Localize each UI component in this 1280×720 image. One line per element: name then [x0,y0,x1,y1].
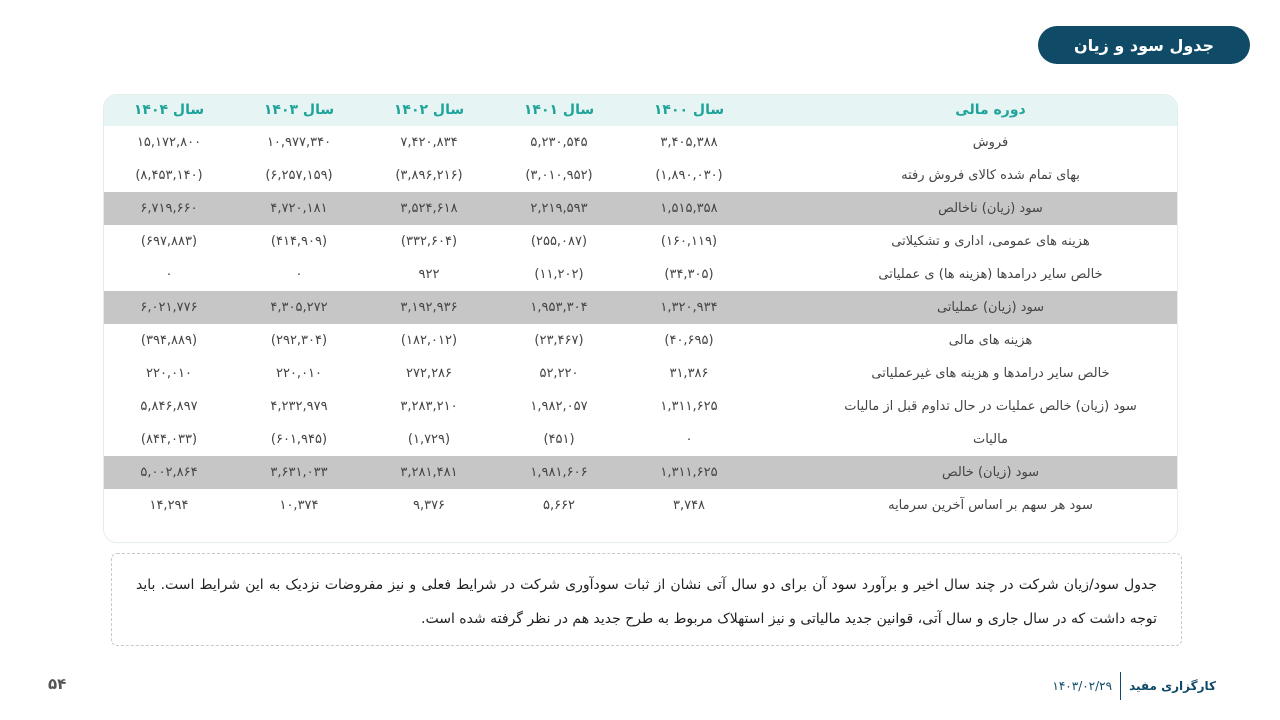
cell-year-1404: ۲۲۰,۰۱۰ [145,366,193,381]
row-label: خالص سایر درامدها و هزینه های غیرعملیاتی [871,366,1110,381]
cell-year-1403: ۲۲۰,۰۱۰ [275,366,323,381]
table-row [104,159,1177,192]
table-row [104,192,1177,225]
row-label: سود (زیان) خالص عملیات در حال تداوم قبل از مالیات [844,399,1137,414]
cell-year-1401: ۵,۲۳۰,۵۴۵ [530,135,588,150]
cell-year-1403: ۴,۷۲۰,۱۸۱ [270,201,328,216]
page-number: ۵۴ [48,675,67,693]
table-row [104,126,1177,159]
cell-year-1404: ۰ [165,267,173,282]
cell-year-1402: ۷,۴۲۰,۸۳۴ [400,135,458,150]
table-row [104,357,1177,390]
cell-year-1403: ۳,۶۳۱,۰۳۳ [270,465,328,480]
analysis-note: جدول سود/زیان شرکت در چند سال اخیر و برآورد سود آن برای دو سال آتی نشان از ثبات سودآوری شرکت در شرایط فعلی و نیز مفروضات نزدیک به این شرایط است. باید توجه داشت که در سال جاری و سال آتی، قوانین جدید مالیاتی و نیز استهلاک مربوط به طرح جدید هم در نظر گرفته شده است. [111,553,1182,646]
header-year-1402: سال ۱۴۰۲ [393,102,465,118]
table-row [104,225,1177,258]
cell-year-1401: (۲۳,۴۶۷) [534,333,584,348]
table-row [104,423,1177,456]
row-label: سود (زیان) خالص [941,465,1040,480]
brand-name: کارگزاری مفید [1129,679,1216,693]
cell-year-1400: (۴۰,۶۹۵) [664,333,714,348]
cell-year-1401: (۲۵۵,۰۸۷) [530,234,588,249]
table-header-row [104,95,1177,126]
row-label: سود هر سهم بر اساس آخرین سرمایه [888,498,1093,513]
cell-year-1402: ۲۷۲,۲۸۶ [405,366,453,381]
cell-year-1402: (۱,۷۲۹) [407,432,451,447]
income-statement-table [103,94,1178,543]
row-label: مالیات [972,432,1008,447]
cell-year-1401: ۱,۹۵۳,۳۰۴ [530,300,588,315]
table-row [104,291,1177,324]
cell-year-1401: ۲,۲۱۹,۵۹۳ [530,201,588,216]
table-row [104,489,1177,522]
row-label: سود (زیان) عملیاتی [936,300,1045,315]
cell-year-1404: (۶۹۷,۸۸۳) [140,234,198,249]
row-label: بهای تمام شده کالای فروش رفته [901,168,1080,183]
cell-year-1400: ۱,۳۲۰,۹۳۴ [660,300,718,315]
footer [1052,672,1216,700]
cell-year-1401: ۱,۹۸۲,۰۵۷ [530,399,588,414]
cell-year-1404: ۱۵,۱۷۲,۸۰۰ [136,135,202,150]
header-year-1400: سال ۱۴۰۰ [653,102,725,118]
cell-year-1404: ۱۴,۲۹۴ [149,498,189,513]
cell-year-1403: (۲۹۲,۳۰۴) [270,333,328,348]
footer-date: ۱۴۰۳/۰۲/۲۹ [1052,679,1113,693]
footer-divider [1120,672,1121,700]
row-label: هزینه های عمومی، اداری و تشکیلاتی [891,234,1090,249]
cell-year-1400: ۳,۴۰۵,۳۸۸ [660,135,718,150]
cell-year-1400: ۱,۳۱۱,۶۲۵ [660,399,718,414]
cell-year-1401: (۳,۰۱۰,۹۵۲) [525,168,593,183]
cell-year-1400: ۰ [685,432,693,447]
row-label: هزینه های مالی [948,333,1033,348]
row-label: فروش [972,135,1009,150]
cell-year-1404: (۸۴۴,۰۳۳) [140,432,198,447]
cell-year-1404: ۶,۰۲۱,۷۷۶ [140,300,198,315]
cell-year-1401: ۵,۶۶۲ [542,498,576,513]
cell-year-1402: ۳,۱۹۲,۹۳۶ [400,300,458,315]
cell-year-1403: (۴۱۴,۹۰۹) [270,234,328,249]
row-label: خالص سایر درامدها (هزینه ها) ی عملیاتی [878,267,1103,282]
cell-year-1400: ۱,۳۱۱,۶۲۵ [660,465,718,480]
cell-year-1403: ۱۰,۹۷۷,۳۴۰ [266,135,332,150]
header-year-1403: سال ۱۴۰۳ [263,102,335,118]
table-row [104,258,1177,291]
cell-year-1400: ۱,۵۱۵,۳۵۸ [660,201,718,216]
cell-year-1403: (۶,۲۵۷,۱۵۹) [265,168,333,183]
cell-year-1404: (۸,۴۵۳,۱۴۰) [135,168,203,183]
header-year-1401: سال ۱۴۰۱ [523,102,595,118]
cell-year-1402: (۱۸۲,۰۱۲) [400,333,458,348]
header-year-1404: سال ۱۴۰۴ [133,102,205,118]
cell-year-1402: (۳,۸۹۶,۲۱۶) [395,168,463,183]
cell-year-1403: (۶۰۱,۹۴۵) [270,432,328,447]
cell-year-1400: (۱,۸۹۰,۰۳۰) [655,168,723,183]
cell-year-1400: ۳,۷۴۸ [672,498,706,513]
cell-year-1402: (۳۳۲,۶۰۴) [400,234,458,249]
cell-year-1403: ۰ [295,267,303,282]
cell-year-1404: ۵,۸۴۶,۸۹۷ [140,399,198,414]
table-row [104,456,1177,489]
page-title: جدول سود و زیان [1038,26,1250,64]
cell-year-1402: ۹۲۲ [418,267,440,282]
table-row [104,390,1177,423]
cell-year-1402: ۳,۲۸۱,۴۸۱ [400,465,458,480]
cell-year-1404: ۶,۷۱۹,۶۶۰ [140,201,198,216]
cell-year-1404: ۵,۰۰۲,۸۶۴ [140,465,198,480]
cell-year-1401: ۵۲,۲۲۰ [539,366,579,381]
cell-year-1402: ۹,۳۷۶ [412,498,446,513]
cell-year-1400: (۱۶۰,۱۱۹) [660,234,718,249]
cell-year-1400: ۳۱,۳۸۶ [669,366,709,381]
cell-year-1404: (۳۹۴,۸۸۹) [140,333,198,348]
cell-year-1400: (۳۴,۳۰۵) [664,267,714,282]
cell-year-1403: ۴,۲۳۲,۹۷۹ [270,399,328,414]
cell-year-1401: ۱,۹۸۱,۶۰۶ [530,465,588,480]
row-label: سود (زیان) ناخالص [938,201,1043,216]
cell-year-1402: ۳,۲۸۳,۲۱۰ [400,399,458,414]
cell-year-1401: (۴۵۱) [543,432,575,447]
cell-year-1403: ۱۰,۳۷۴ [279,498,319,513]
cell-year-1401: (۱۱,۲۰۲) [534,267,584,282]
table-row [104,324,1177,357]
cell-year-1403: ۴,۳۰۵,۲۷۲ [270,300,328,315]
cell-year-1402: ۳,۵۲۴,۶۱۸ [400,201,458,216]
header-period-label: دوره مالی [955,102,1026,118]
